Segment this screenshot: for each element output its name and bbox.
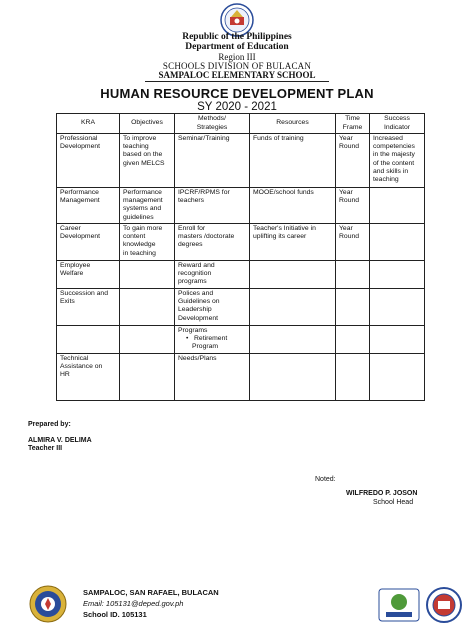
cell-methods: Enroll for masters /doctorate degrees xyxy=(175,224,250,261)
letterhead-division: SCHOOLS DIVISION OF BULACAN xyxy=(162,61,312,71)
cell-methods: IPCRF/RPMS for teachers xyxy=(175,188,250,224)
cell-time-frame xyxy=(336,261,370,289)
header-divider xyxy=(145,81,329,82)
sdo-seal-icon xyxy=(425,586,463,624)
cell-resources xyxy=(250,326,336,354)
document-subtitle: SY 2020 - 2021 xyxy=(197,101,277,113)
cell-methods: Polices and Guidelines on Leadership Development xyxy=(175,289,250,326)
cell-success-indicator xyxy=(370,261,425,289)
cell-resources xyxy=(250,289,336,326)
cell-objectives xyxy=(120,289,175,326)
cell-methods: Programs • Retirement Program xyxy=(175,326,250,354)
table-row xyxy=(57,134,425,188)
cell-time-frame xyxy=(336,326,370,354)
cell-resources xyxy=(250,261,336,289)
noted-label: Noted: xyxy=(315,476,336,483)
preparer-title: Teacher III xyxy=(28,445,63,452)
cell-kra xyxy=(57,326,120,354)
cell-kra: Career Development xyxy=(57,224,120,261)
table-row xyxy=(57,261,425,289)
cell-methods: Reward and recognition programs xyxy=(175,261,250,289)
cell-kra: Performance Management xyxy=(57,188,120,224)
header-methods: Methods/ Strategies xyxy=(175,114,250,134)
table-row xyxy=(57,224,425,261)
table-row xyxy=(57,289,425,326)
cell-time-frame: Year Round xyxy=(336,188,370,224)
cell-time-frame xyxy=(336,289,370,326)
cell-kra: Employee Welfare xyxy=(57,261,120,289)
cell-objectives: To improve teaching based on the given MELCS xyxy=(120,134,175,188)
cell-resources: Teacher's Initiative in uplifting its career xyxy=(250,224,336,261)
cell-resources: MOOE/school funds xyxy=(250,188,336,224)
document-title: HUMAN RESOURCE DEVELOPMENT PLAN xyxy=(100,86,374,101)
preparer-name: ALMIRA V. DELIMA xyxy=(28,437,92,444)
cell-time-frame: Year Round xyxy=(336,134,370,188)
header-time-frame: Time Frame xyxy=(336,114,370,134)
cell-kra: Technical Assistance on HR xyxy=(57,353,120,400)
cell-objectives: Performance management systems and guidelines xyxy=(120,188,175,224)
prepared-by-label: Prepared by: xyxy=(28,421,71,428)
hr-plan-table xyxy=(56,113,425,401)
cell-success-indicator xyxy=(370,188,425,224)
cell-objectives xyxy=(120,326,175,354)
noter-title: School Head xyxy=(373,499,414,506)
letterhead-republic: Republic of the Philippines xyxy=(182,32,292,42)
cell-success-indicator xyxy=(370,326,425,354)
cell-resources xyxy=(250,353,336,400)
cell-time-frame: Year Round xyxy=(336,224,370,261)
letterhead-department: Department of Education xyxy=(185,42,289,52)
header-success-indicator: Success Indicator xyxy=(370,114,425,134)
letterhead-region: Region III xyxy=(218,52,256,62)
cell-kra: Succession and Exits xyxy=(57,289,120,326)
table-row xyxy=(57,326,425,354)
table-header-row xyxy=(57,114,425,134)
cell-objectives xyxy=(120,353,175,400)
school-seal-icon xyxy=(28,584,68,624)
cell-methods: Seminar/Training xyxy=(175,134,250,188)
letterhead-school: SAMPALOC ELEMENTARY SCHOOL xyxy=(158,70,316,80)
cell-success-indicator xyxy=(370,289,425,326)
footer-email: Email: 105131@deped.gov.ph xyxy=(83,599,184,608)
header-objectives: Objectives xyxy=(120,114,175,134)
header-resources: Resources xyxy=(250,114,336,134)
cell-methods: Needs/Plans xyxy=(175,353,250,400)
cell-success-indicator xyxy=(370,353,425,400)
cell-resources: Funds of training xyxy=(250,134,336,188)
noter-name: WILFREDO P. JOSON xyxy=(346,490,418,497)
cell-kra: Professional Development xyxy=(57,134,120,188)
cell-success-indicator: Increased competencies in the majesty of the content and skills in teaching xyxy=(370,134,425,188)
table-row xyxy=(57,353,425,400)
table-row xyxy=(57,188,425,224)
cell-objectives xyxy=(120,261,175,289)
footer-school-id: School ID. 105131 xyxy=(83,610,147,619)
cell-time-frame xyxy=(336,353,370,400)
bullet-icon: • xyxy=(186,335,189,343)
deped-matatag-logo-icon xyxy=(378,588,420,622)
cell-success-indicator xyxy=(370,224,425,261)
header-kra: KRA xyxy=(57,114,120,134)
cell-objectives: To gain more content knowledge in teaching xyxy=(120,224,175,261)
footer-address: SAMPALOC, SAN RAFAEL, BULACAN xyxy=(83,588,219,597)
